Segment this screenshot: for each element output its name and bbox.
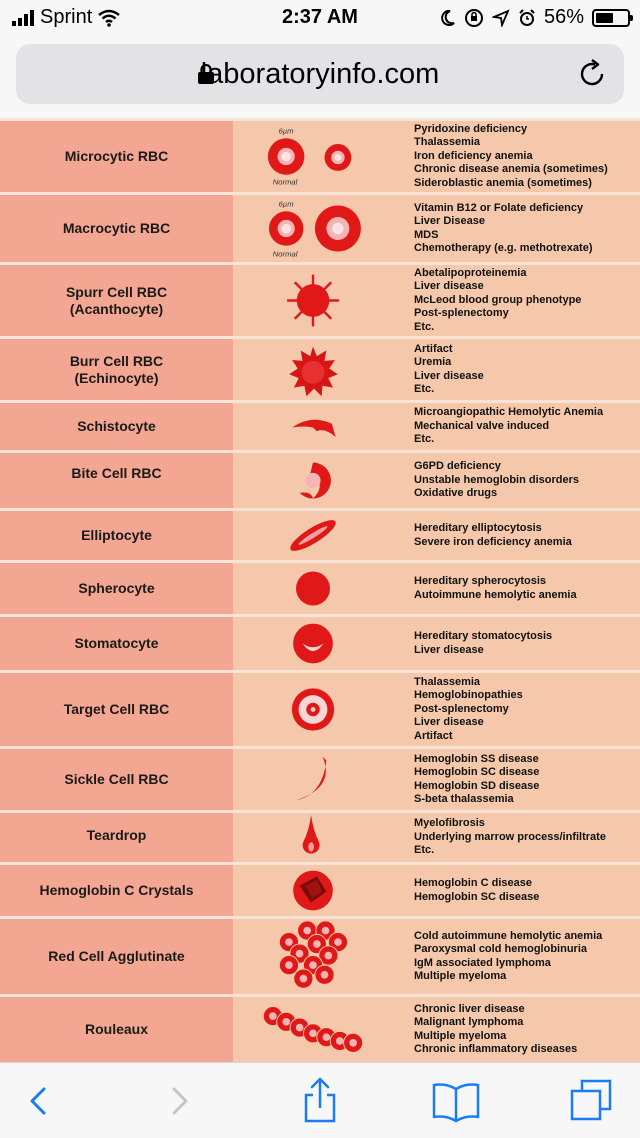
battery-percent: 56% (543, 6, 584, 28)
carrier-name: Sprint (40, 6, 93, 28)
row-name: Stomatocyte (0, 617, 233, 670)
causes-list (414, 749, 636, 810)
causes-list (414, 511, 636, 560)
share-button[interactable] (294, 1075, 346, 1127)
cause-item: Artifact (414, 729, 453, 742)
echinocyte-icon (233, 339, 393, 400)
cell-image (233, 673, 393, 746)
causes-list (414, 673, 636, 746)
row-name: Teardrop (0, 813, 233, 862)
clock: 2:37 AM (282, 6, 358, 28)
cause-item: S-beta thalassemia (414, 793, 514, 805)
battery-level-fill (596, 13, 613, 23)
cell-image (233, 511, 393, 560)
chart-row (0, 862, 640, 916)
cause-item: Multiple myeloma (414, 1029, 507, 1042)
rouleaux-icon (233, 997, 393, 1062)
cause-item: Post-splenectomy (414, 702, 509, 715)
cause-item: Autoimmune hemolytic anemia (414, 588, 577, 601)
cause-item: Thalassemia (414, 675, 481, 688)
chart-row (0, 336, 640, 400)
agglutinate-icon (233, 919, 393, 994)
spherocyte-icon (233, 563, 393, 614)
cause-item: Malignant lymphoma (414, 1016, 524, 1028)
chart-row (0, 192, 640, 262)
cause-item: Liver disease (414, 643, 484, 656)
cause-item: Uremia (414, 356, 452, 368)
cell-image (233, 865, 393, 916)
acanthocyte-icon (233, 265, 393, 336)
cell-image (233, 919, 393, 994)
reload-icon[interactable] (576, 58, 608, 90)
causes-list (414, 339, 636, 400)
chart-row (0, 916, 640, 994)
chart-row (0, 262, 640, 336)
row-name: Schistocyte (0, 403, 233, 450)
cause-item: Hereditary stomatocytosis (414, 630, 553, 642)
causes-list (414, 265, 636, 336)
chart-row (0, 994, 640, 1062)
bookmarks-button[interactable] (430, 1075, 482, 1127)
cell-image (233, 339, 393, 400)
cell-image (233, 265, 393, 336)
chart-row (0, 810, 640, 862)
row-name: Elliptocyte (0, 511, 233, 560)
row-name: Microcytic RBC (0, 121, 233, 192)
alarm-icon (518, 9, 536, 27)
forward-button[interactable] (154, 1075, 206, 1127)
cause-item: Severe iron deficiency anemia (414, 535, 572, 548)
row-name: Bite Cell RBC (0, 453, 233, 508)
chart-row (0, 560, 640, 614)
cause-item: Liver disease (414, 716, 484, 729)
teardrop-cell-icon (233, 813, 393, 862)
cause-item: Myelofibrosis (414, 817, 485, 830)
stomatocyte-icon (233, 617, 393, 670)
cause-item: Hereditary elliptocytosis (414, 522, 542, 534)
url-domain: laboratoryinfo.com (200, 58, 440, 90)
target-cell-icon (233, 673, 393, 746)
cause-item: Hemoglobin SS disease (414, 752, 539, 765)
cause-item: Liver disease (414, 369, 484, 382)
sickle-cell-icon (233, 749, 393, 810)
cell-image (233, 403, 393, 450)
chart-row (0, 614, 640, 670)
row-name: Spurr Cell RBC (Acanthocyte) (0, 265, 233, 336)
size-label: 6µm (278, 199, 294, 209)
cell-image (233, 813, 393, 862)
cause-item: Etc. (414, 383, 435, 395)
cause-item: Cold autoimmune hemolytic anemia (414, 929, 603, 942)
cell-image (233, 121, 393, 192)
macrocytic-cell-icon (233, 195, 393, 262)
causes-list (414, 121, 636, 192)
orientation-lock-icon (464, 8, 484, 28)
cause-item: Etc. (414, 433, 435, 446)
cause-item: Thalassemia (414, 136, 481, 149)
bite-cell-icon (233, 453, 393, 508)
cell-image (233, 749, 393, 810)
cell-image (233, 195, 393, 262)
cause-item: Etc. (414, 320, 435, 333)
back-icon (12, 1075, 64, 1127)
browser-header (0, 36, 640, 118)
row-name: Red Cell Agglutinate (0, 919, 233, 994)
bookmarks-icon (430, 1075, 482, 1127)
cause-item: Microangiopathic Hemolytic Anemia (414, 406, 604, 419)
row-name: Spherocyte (0, 563, 233, 614)
chart-row (0, 746, 640, 810)
forward-icon (154, 1075, 206, 1127)
cause-item: Mechanical valve induced (414, 419, 550, 432)
cause-item: Hemoglobin C disease (414, 877, 532, 889)
size-label: 6µm (278, 126, 294, 136)
row-name: Burr Cell RBC (Echinocyte) (0, 339, 233, 400)
cause-item: Chemotherapy (e.g. methotrexate) (414, 242, 593, 254)
microcytic-cell-icon (233, 121, 393, 192)
causes-list (414, 563, 636, 614)
cause-item: Chronic liver disease (414, 1002, 525, 1015)
tabs-button[interactable] (566, 1075, 618, 1127)
row-name: Target Cell RBC (0, 673, 233, 746)
cause-item: Hemoglobin SD disease (414, 779, 540, 792)
cause-item: Unstable hemoglobin disorders (414, 473, 580, 486)
cell-image (233, 453, 393, 508)
moon-icon (440, 9, 456, 27)
causes-list (414, 403, 636, 450)
share-icon (294, 1075, 346, 1127)
cause-item: MDS (414, 228, 439, 241)
cause-item: Hemoglobin SC disease (414, 766, 540, 778)
chart-row (0, 450, 640, 508)
causes-list (414, 919, 636, 994)
cause-item: G6PD deficiency (414, 460, 501, 473)
cause-item: Multiple myeloma (414, 970, 507, 982)
tabs-icon (566, 1075, 618, 1127)
row-name: Macrocytic RBC (0, 195, 233, 262)
browser-toolbar (0, 1062, 640, 1138)
row-name: Hemoglobin C Crystals (0, 865, 233, 916)
cause-item: Liver disease (414, 280, 484, 293)
cause-item: IgM associated lymphoma (414, 956, 551, 969)
battery-icon (592, 9, 630, 27)
cause-item: Pyridoxine deficiency (414, 122, 528, 135)
cause-item: Iron deficiency anemia (414, 149, 533, 162)
causes-list (414, 865, 636, 916)
row-name: Sickle Cell RBC (0, 749, 233, 810)
cause-item: Vitamin B12 or Folate deficiency (414, 201, 584, 214)
cell-image (233, 563, 393, 614)
cause-item: Chronic disease anemia (sometimes) (414, 163, 608, 176)
cell-image (233, 997, 393, 1062)
elliptocyte-icon (233, 511, 393, 560)
cause-item: Liver Disease (414, 215, 485, 227)
chart-row (0, 118, 640, 192)
rbc-morphology-chart (0, 118, 640, 1062)
cause-item: McLeod blood group phenotype (414, 293, 582, 306)
status-bar (0, 0, 640, 36)
row-name: Rouleaux (0, 997, 233, 1062)
cause-item: Paroxysmal cold hemoglobinuria (414, 943, 587, 955)
cause-item: Hereditary spherocytosis (414, 575, 547, 587)
cause-item: Artifact (414, 342, 453, 355)
chart-row (0, 400, 640, 450)
causes-list (414, 453, 636, 508)
cause-item: Etc. (414, 844, 435, 857)
cause-item: Sideroblastic anemia (sometimes) (414, 176, 592, 189)
normal-label: Normal (272, 249, 298, 259)
status-icons (440, 6, 630, 29)
cause-item: Oxidative drugs (414, 487, 498, 500)
cause-item: Chronic inflammatory diseases (414, 1043, 578, 1055)
address-bar[interactable] (16, 44, 624, 104)
hemoglobin-c-crystal-icon (233, 865, 393, 916)
chart-row (0, 670, 640, 746)
schistocyte-icon (233, 403, 393, 450)
normal-label: Normal (272, 177, 298, 187)
location-icon (492, 9, 510, 27)
back-button[interactable] (12, 1075, 64, 1127)
causes-list (414, 997, 636, 1062)
causes-list (414, 813, 636, 862)
chart-row (0, 508, 640, 560)
cause-item: Hemoglobin SC disease (414, 890, 540, 903)
cause-item: Hemoglobinopathies (414, 689, 523, 702)
cause-item: Abetalipoproteinemia (414, 266, 527, 279)
causes-list (414, 195, 636, 262)
cause-item: Post-splenectomy (414, 307, 509, 320)
cause-item: Underlying marrow process/infiltrate (414, 830, 606, 843)
cell-image (233, 617, 393, 670)
causes-list (414, 617, 636, 670)
